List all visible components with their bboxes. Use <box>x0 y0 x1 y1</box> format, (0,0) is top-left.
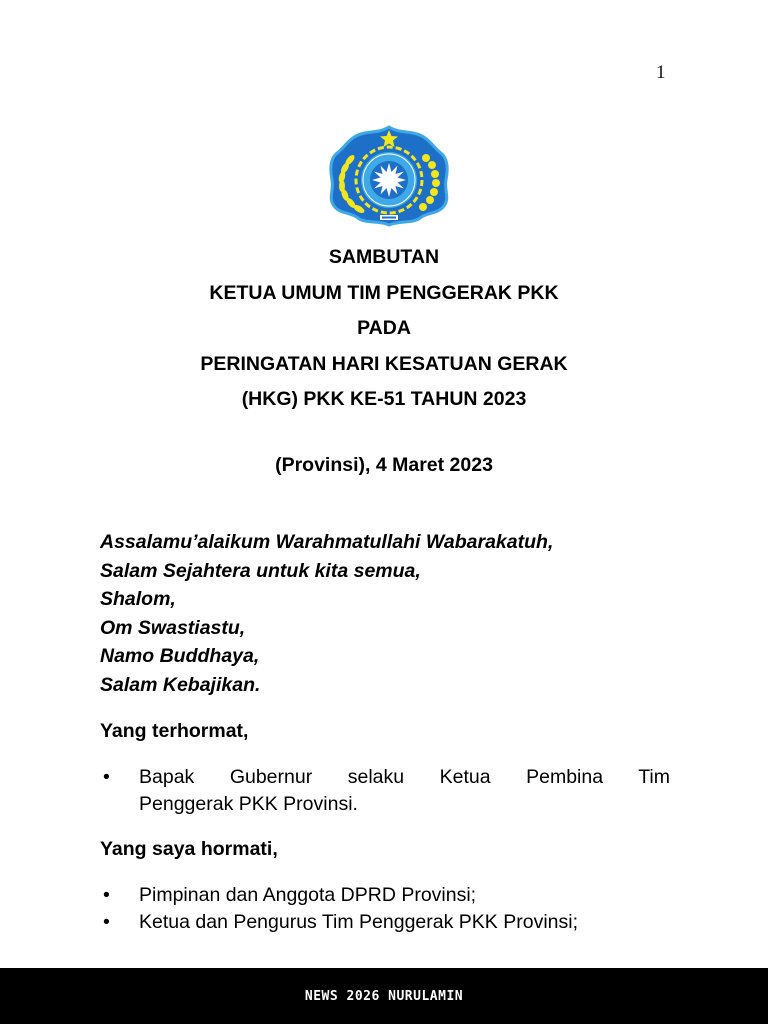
greeting-line: Salam Sejahtera untuk kita semua, <box>100 559 421 582</box>
list-item-line-2: Penggerak PKK Provinsi. <box>139 793 358 815</box>
list-item-line-1: Bapak Gubernur selaku Ketua Pembina Tim <box>139 766 670 788</box>
bullet-icon: • <box>103 884 110 906</box>
watermark-footer-bar <box>0 968 768 1024</box>
title-line-4: PERINGATAN HARI KESATUAN GERAK <box>200 352 568 375</box>
honored-guests-list <box>100 764 670 818</box>
page-number: 1 <box>656 62 666 83</box>
title-line-1: SAMBUTAN <box>328 246 440 268</box>
place-date-line: (Provinsi), 4 Maret 2023 <box>275 454 493 476</box>
list-item-text: Ketua dan Pengurus Tim Penggerak PKK Provinsi; <box>139 911 578 933</box>
watermark-text: NEWS 2026 NURULAMIN <box>304 989 464 1004</box>
greeting-line: Assalamu’alaikum Warahmatullahi Wabarakatuh, <box>100 531 554 553</box>
section-heading-saya-hormati: Yang saya hormati, <box>100 838 278 860</box>
greeting-line: Namo Buddhaya, <box>100 645 260 668</box>
greeting-line: Salam Kebajikan. <box>100 673 261 696</box>
speech-title <box>0 240 768 418</box>
list-item <box>100 764 670 818</box>
list-item <box>100 882 670 909</box>
title-line-2: KETUA UMUM TIM PENGGERAK PKK <box>209 281 559 304</box>
bullet-icon: • <box>103 766 110 788</box>
greetings-block <box>100 528 553 700</box>
greeting-line: Shalom, <box>100 588 176 611</box>
title-line-5: (HKG) PKK KE-51 TAHUN 2023 <box>241 388 527 411</box>
bullet-icon: • <box>103 911 110 933</box>
section-heading-terhormat: Yang terhormat, <box>100 720 249 742</box>
pkk-emblem-icon <box>326 124 452 228</box>
greeting-line: Om Swastiastu, <box>100 616 246 639</box>
respected-guests-list <box>100 882 670 936</box>
list-item-text: Pimpinan dan Anggota DPRD Provinsi; <box>139 884 477 906</box>
list-item <box>100 909 670 936</box>
title-line-3: PADA <box>357 317 411 340</box>
